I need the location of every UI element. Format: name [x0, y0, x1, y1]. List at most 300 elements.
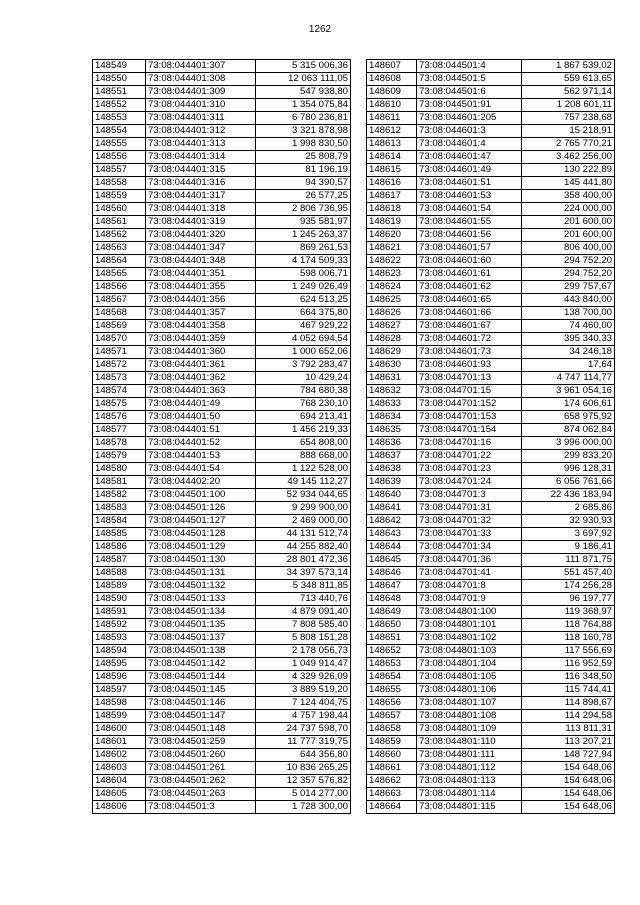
table-row — [367, 307, 615, 320]
cadastral-number-cell: 73:08:044401:358 — [146, 320, 256, 333]
table-row — [367, 86, 615, 99]
table-row — [367, 723, 615, 736]
table-row — [93, 801, 351, 814]
table-row — [93, 619, 351, 632]
value-cell: 2 765 770,21 — [522, 138, 615, 151]
table-row — [93, 450, 351, 463]
value-cell: 598 006,71 — [256, 268, 351, 281]
row-number-cell: 148606 — [93, 801, 146, 814]
value-cell: 299 757,67 — [522, 281, 615, 294]
table-row — [367, 281, 615, 294]
value-cell: 115 744,41 — [522, 684, 615, 697]
value-cell: 94 390,57 — [256, 177, 351, 190]
value-cell: 3 889 519,20 — [256, 684, 351, 697]
row-number-cell: 148611 — [367, 112, 417, 125]
value-cell: 25 808,79 — [256, 151, 351, 164]
value-cell: 467 929,22 — [256, 320, 351, 333]
table-row — [367, 684, 615, 697]
value-cell: 154 648,06 — [522, 788, 615, 801]
table-row — [367, 294, 615, 307]
value-cell: 52 934 044,65 — [256, 489, 351, 502]
table-row — [367, 619, 615, 632]
table-row — [93, 268, 351, 281]
value-cell: 654 808,00 — [256, 437, 351, 450]
row-number-cell: 148592 — [93, 619, 146, 632]
table-row — [367, 125, 615, 138]
table-row — [367, 749, 615, 762]
table-row — [93, 736, 351, 749]
row-number-cell: 148588 — [93, 567, 146, 580]
table-row — [93, 86, 351, 99]
value-cell: 5 808 151,28 — [256, 632, 351, 645]
row-number-cell: 148655 — [367, 684, 417, 697]
row-number-cell: 148591 — [93, 606, 146, 619]
value-cell: 44 255 882,40 — [256, 541, 351, 554]
row-number-cell: 148662 — [367, 775, 417, 788]
row-number-cell: 148651 — [367, 632, 417, 645]
row-number-cell: 148579 — [93, 450, 146, 463]
value-cell: 74 460,00 — [522, 320, 615, 333]
table-row — [367, 502, 615, 515]
value-cell: 12 357 576,82 — [256, 775, 351, 788]
table-row — [367, 476, 615, 489]
row-number-cell: 148620 — [367, 229, 417, 242]
value-cell: 11 777 319,75 — [256, 736, 351, 749]
row-number-cell: 148598 — [93, 697, 146, 710]
row-number-cell: 148607 — [367, 60, 417, 73]
value-cell: 3 321 878,98 — [256, 125, 351, 138]
row-number-cell: 148648 — [367, 593, 417, 606]
row-number-cell: 148581 — [93, 476, 146, 489]
cadastral-number-cell: 73:08:044601:205 — [417, 112, 522, 125]
value-cell: 118 764,88 — [522, 619, 615, 632]
cadastral-number-cell: 73:08:044501:100 — [146, 489, 256, 502]
value-cell: 624 513,25 — [256, 294, 351, 307]
cadastral-number-cell: 73:08:044501:5 — [417, 73, 522, 86]
row-number-cell: 148550 — [93, 73, 146, 86]
value-cell: 114 294,58 — [522, 710, 615, 723]
row-number-cell: 148601 — [93, 736, 146, 749]
row-number-cell: 148568 — [93, 307, 146, 320]
row-number-cell: 148595 — [93, 658, 146, 671]
value-cell: 174 606,61 — [522, 398, 615, 411]
row-number-cell: 148554 — [93, 125, 146, 138]
row-number-cell: 148622 — [367, 255, 417, 268]
row-number-cell: 148605 — [93, 788, 146, 801]
cadastral-number-cell: 73:08:044701:32 — [417, 515, 522, 528]
value-cell: 116 952,59 — [522, 658, 615, 671]
value-cell: 664 375,80 — [256, 307, 351, 320]
table-row — [93, 723, 351, 736]
cadastral-number-cell: 73:08:044401:311 — [146, 112, 256, 125]
table-row — [93, 242, 351, 255]
value-cell: 3 792 283,47 — [256, 359, 351, 372]
row-number-cell: 148615 — [367, 164, 417, 177]
table-row — [367, 541, 615, 554]
value-cell: 34 397 573,14 — [256, 567, 351, 580]
cadastral-number-cell: 73:08:044501:127 — [146, 515, 256, 528]
value-cell: 4 052 694,54 — [256, 333, 351, 346]
table-row — [367, 593, 615, 606]
cadastral-number-cell: 73:08:044601:51 — [417, 177, 522, 190]
row-number-cell: 148659 — [367, 736, 417, 749]
value-cell: 1 728 300,00 — [256, 801, 351, 814]
table-row — [367, 671, 615, 684]
cadastral-number-cell: 73:08:044801:107 — [417, 697, 522, 710]
value-cell: 145 441,80 — [522, 177, 615, 190]
table-row — [367, 372, 615, 385]
cadastral-number-cell: 73:08:044601:4 — [417, 138, 522, 151]
row-number-cell: 148621 — [367, 242, 417, 255]
cadastral-number-cell: 73:08:044501:259 — [146, 736, 256, 749]
cadastral-number-cell: 73:08:044401:313 — [146, 138, 256, 151]
cadastral-number-cell: 73:08:044401:49 — [146, 398, 256, 411]
table-row — [367, 606, 615, 619]
value-cell: 1 456 219,33 — [256, 424, 351, 437]
cadastral-number-cell: 73:08:044401:360 — [146, 346, 256, 359]
table-row — [93, 671, 351, 684]
row-number-cell: 148571 — [93, 346, 146, 359]
row-number-cell: 148643 — [367, 528, 417, 541]
value-cell: 358 400,00 — [522, 190, 615, 203]
row-number-cell: 148614 — [367, 151, 417, 164]
row-number-cell: 148584 — [93, 515, 146, 528]
row-number-cell: 148565 — [93, 268, 146, 281]
value-cell: 551 457,40 — [522, 567, 615, 580]
value-cell: 869 261,53 — [256, 242, 351, 255]
row-number-cell: 148638 — [367, 463, 417, 476]
table-row — [367, 216, 615, 229]
row-number-cell: 148563 — [93, 242, 146, 255]
table-row — [367, 242, 615, 255]
cadastral-number-cell: 73:08:044601:61 — [417, 268, 522, 281]
row-number-cell: 148602 — [93, 749, 146, 762]
value-cell: 174 256,28 — [522, 580, 615, 593]
value-cell: 111 871,75 — [522, 554, 615, 567]
cadastral-number-cell: 73:08:044501:128 — [146, 528, 256, 541]
row-number-cell: 148658 — [367, 723, 417, 736]
table-row — [367, 359, 615, 372]
value-cell: 10 429,24 — [256, 372, 351, 385]
table-row — [367, 489, 615, 502]
value-cell: 294 752,20 — [522, 255, 615, 268]
value-cell: 96 197,77 — [522, 593, 615, 606]
value-cell: 130 222,89 — [522, 164, 615, 177]
value-cell: 1 867 539,02 — [522, 60, 615, 73]
table-row — [367, 645, 615, 658]
cadastral-number-cell: 73:08:044701:154 — [417, 424, 522, 437]
cadastral-number-cell: 73:08:044801:110 — [417, 736, 522, 749]
cadastral-number-cell: 73:08:044701:31 — [417, 502, 522, 515]
table-row — [93, 112, 351, 125]
cadastral-number-cell: 73:08:044401:308 — [146, 73, 256, 86]
value-cell: 562 971,14 — [522, 86, 615, 99]
row-number-cell: 148637 — [367, 450, 417, 463]
value-cell: 4 174 509,33 — [256, 255, 351, 268]
cadastral-number-cell: 73:08:044501:263 — [146, 788, 256, 801]
table-row — [93, 294, 351, 307]
cadastral-number-cell: 73:08:044601:60 — [417, 255, 522, 268]
table-row — [367, 190, 615, 203]
row-number-cell: 148642 — [367, 515, 417, 528]
value-cell: 201 600,00 — [522, 216, 615, 229]
value-cell: 224 000,00 — [522, 203, 615, 216]
table-row — [367, 437, 615, 450]
cadastral-number-cell: 73:08:044501:147 — [146, 710, 256, 723]
cadastral-number-cell: 73:08:044801:112 — [417, 762, 522, 775]
cadastral-number-cell: 73:08:044401:315 — [146, 164, 256, 177]
table-row — [93, 476, 351, 489]
cadastral-number-cell: 73:08:044401:355 — [146, 281, 256, 294]
table-row — [93, 645, 351, 658]
row-number-cell: 148652 — [367, 645, 417, 658]
cadastral-number-cell: 73:08:044401:53 — [146, 450, 256, 463]
value-cell: 806 400,00 — [522, 242, 615, 255]
table-row — [93, 372, 351, 385]
table-row — [93, 411, 351, 424]
value-cell: 4 329 926,09 — [256, 671, 351, 684]
value-cell: 24 737 598,70 — [256, 723, 351, 736]
value-cell: 117 556,69 — [522, 645, 615, 658]
table-row — [93, 424, 351, 437]
value-cell: 17,64 — [522, 359, 615, 372]
row-number-cell: 148559 — [93, 190, 146, 203]
row-number-cell: 148660 — [367, 749, 417, 762]
table-row — [93, 710, 351, 723]
row-number-cell: 148582 — [93, 489, 146, 502]
table-row — [93, 125, 351, 138]
table-row — [367, 658, 615, 671]
row-number-cell: 148639 — [367, 476, 417, 489]
row-number-cell: 148574 — [93, 385, 146, 398]
cadastral-number-cell: 73:08:044401:314 — [146, 151, 256, 164]
value-cell: 294 752,20 — [522, 268, 615, 281]
table-row — [367, 346, 615, 359]
cadastral-number-cell: 73:08:044401:54 — [146, 463, 256, 476]
table-row — [367, 151, 615, 164]
table-row — [367, 229, 615, 242]
cadastral-number-cell: 73:08:044701:16 — [417, 437, 522, 450]
cadastral-number-cell: 73:08:044501:91 — [417, 99, 522, 112]
cadastral-number-cell: 73:08:044501:129 — [146, 541, 256, 554]
table-row — [367, 255, 615, 268]
cadastral-number-cell: 73:08:044801:109 — [417, 723, 522, 736]
row-number-cell: 148654 — [367, 671, 417, 684]
row-number-cell: 148603 — [93, 762, 146, 775]
value-cell: 28 801 472,36 — [256, 554, 351, 567]
value-cell: 9 299 900,00 — [256, 502, 351, 515]
table-row — [367, 450, 615, 463]
table-row — [93, 281, 351, 294]
table-row — [93, 255, 351, 268]
value-cell: 4 757 198,44 — [256, 710, 351, 723]
cadastral-number-cell: 73:08:044401:51 — [146, 424, 256, 437]
value-cell: 32 930,93 — [522, 515, 615, 528]
cadastral-number-cell: 73:08:044801:104 — [417, 658, 522, 671]
value-cell: 49 145 112,27 — [256, 476, 351, 489]
row-number-cell: 148552 — [93, 99, 146, 112]
table-row — [93, 606, 351, 619]
cadastral-number-cell: 73:08:044801:114 — [417, 788, 522, 801]
row-number-cell: 148604 — [93, 775, 146, 788]
row-number-cell: 148612 — [367, 125, 417, 138]
cadastral-number-cell: 73:08:044801:105 — [417, 671, 522, 684]
value-cell: 114 898,67 — [522, 697, 615, 710]
cadastral-number-cell: 73:08:044701:34 — [417, 541, 522, 554]
cadastral-number-cell: 73:08:044401:307 — [146, 60, 256, 73]
cadastral-number-cell: 73:08:044601:3 — [417, 125, 522, 138]
value-cell: 644 356,80 — [256, 749, 351, 762]
row-number-cell: 148585 — [93, 528, 146, 541]
value-cell: 4 879 091,40 — [256, 606, 351, 619]
value-cell: 3 697,92 — [522, 528, 615, 541]
cadastral-number-cell: 73:08:044601:65 — [417, 294, 522, 307]
value-cell: 6 780 236,81 — [256, 112, 351, 125]
cadastral-number-cell: 73:08:044701:33 — [417, 528, 522, 541]
table-row — [367, 398, 615, 411]
cadastral-number-cell: 73:08:044401:357 — [146, 307, 256, 320]
cadastral-number-cell: 73:08:044601:93 — [417, 359, 522, 372]
table-row — [367, 463, 615, 476]
value-cell: 116 348,50 — [522, 671, 615, 684]
table-row — [93, 632, 351, 645]
value-cell: 3 961 054,16 — [522, 385, 615, 398]
value-cell: 118 160,78 — [522, 632, 615, 645]
cadastral-number-cell: 73:08:044701:13 — [417, 372, 522, 385]
value-cell: 299 833,20 — [522, 450, 615, 463]
value-cell: 7 808 585,40 — [256, 619, 351, 632]
value-cell: 6 056 761,66 — [522, 476, 615, 489]
table-row — [367, 580, 615, 593]
row-number-cell: 148627 — [367, 320, 417, 333]
value-cell: 1 249 026,49 — [256, 281, 351, 294]
row-number-cell: 148596 — [93, 671, 146, 684]
row-number-cell: 148549 — [93, 60, 146, 73]
cadastral-number-cell: 73:08:044801:108 — [417, 710, 522, 723]
value-cell: 2 469 000,00 — [256, 515, 351, 528]
cadastral-table-left — [92, 59, 351, 814]
cadastral-number-cell: 73:08:044401:317 — [146, 190, 256, 203]
value-cell: 113 811,31 — [522, 723, 615, 736]
table-row — [93, 359, 351, 372]
row-number-cell: 148635 — [367, 424, 417, 437]
row-number-cell: 148609 — [367, 86, 417, 99]
value-cell: 395 340,33 — [522, 333, 615, 346]
table-row — [367, 138, 615, 151]
value-cell: 148 727,94 — [522, 749, 615, 762]
value-cell: 15 218,91 — [522, 125, 615, 138]
row-number-cell: 148641 — [367, 502, 417, 515]
cadastral-number-cell: 73:08:044501:261 — [146, 762, 256, 775]
value-cell: 2 178 056,73 — [256, 645, 351, 658]
row-number-cell: 148633 — [367, 398, 417, 411]
value-cell: 201 600,00 — [522, 229, 615, 242]
value-cell: 658 975,92 — [522, 411, 615, 424]
cadastral-number-cell: 73:08:044501:138 — [146, 645, 256, 658]
cadastral-number-cell: 73:08:044401:362 — [146, 372, 256, 385]
value-cell: 935 581,97 — [256, 216, 351, 229]
row-number-cell: 148644 — [367, 541, 417, 554]
table-row — [367, 164, 615, 177]
table-row — [367, 203, 615, 216]
cadastral-number-cell: 73:08:044601:67 — [417, 320, 522, 333]
row-number-cell: 148560 — [93, 203, 146, 216]
cadastral-number-cell: 73:08:044501:146 — [146, 697, 256, 710]
table-row — [93, 138, 351, 151]
row-number-cell: 148626 — [367, 307, 417, 320]
cadastral-number-cell: 73:08:044701:24 — [417, 476, 522, 489]
row-number-cell: 148653 — [367, 658, 417, 671]
value-cell: 2 685,86 — [522, 502, 615, 515]
row-number-cell: 148608 — [367, 73, 417, 86]
cadastral-number-cell: 73:08:044501:4 — [417, 60, 522, 73]
value-cell: 7 124 404,75 — [256, 697, 351, 710]
table-row — [367, 775, 615, 788]
cadastral-number-cell: 73:08:044401:52 — [146, 437, 256, 450]
cadastral-number-cell: 73:08:044601:56 — [417, 229, 522, 242]
table-row — [93, 398, 351, 411]
cadastral-number-cell: 73:08:044701:152 — [417, 398, 522, 411]
value-cell: 113 207,21 — [522, 736, 615, 749]
row-number-cell: 148629 — [367, 346, 417, 359]
table-row — [367, 528, 615, 541]
table-row — [93, 73, 351, 86]
value-cell: 784 680,38 — [256, 385, 351, 398]
page-number: 1262 — [308, 24, 332, 35]
value-cell: 713 440,76 — [256, 593, 351, 606]
cadastral-number-cell: 73:08:044801:102 — [417, 632, 522, 645]
cadastral-number-cell: 73:08:044601:72 — [417, 333, 522, 346]
cadastral-number-cell: 73:08:044501:3 — [146, 801, 256, 814]
cadastral-number-cell: 73:08:044401:363 — [146, 385, 256, 398]
row-number-cell: 148646 — [367, 567, 417, 580]
value-cell: 154 648,06 — [522, 762, 615, 775]
row-number-cell: 148594 — [93, 645, 146, 658]
cadastral-number-cell: 73:08:044801:115 — [417, 801, 522, 814]
row-number-cell: 148645 — [367, 554, 417, 567]
table-row — [93, 593, 351, 606]
cadastral-number-cell: 73:08:044401:318 — [146, 203, 256, 216]
table-row — [93, 684, 351, 697]
value-cell: 2 806 736,95 — [256, 203, 351, 216]
table-row — [93, 229, 351, 242]
table-row — [367, 567, 615, 580]
table-row — [93, 515, 351, 528]
cadastral-number-cell: 73:08:044601:53 — [417, 190, 522, 203]
table-row — [93, 775, 351, 788]
row-number-cell: 148580 — [93, 463, 146, 476]
row-number-cell: 148553 — [93, 112, 146, 125]
cadastral-number-cell: 73:08:044701:22 — [417, 450, 522, 463]
row-number-cell: 148557 — [93, 164, 146, 177]
row-number-cell: 148625 — [367, 294, 417, 307]
row-number-cell: 148649 — [367, 606, 417, 619]
cadastral-number-cell: 73:08:044701:15 — [417, 385, 522, 398]
cadastral-number-cell: 73:08:044501:262 — [146, 775, 256, 788]
table-row — [93, 788, 351, 801]
table-row — [93, 502, 351, 515]
row-number-cell: 148663 — [367, 788, 417, 801]
row-number-cell: 148573 — [93, 372, 146, 385]
row-number-cell: 148623 — [367, 268, 417, 281]
cadastral-number-cell: 73:08:044401:50 — [146, 411, 256, 424]
cadastral-number-cell: 73:08:044701:8 — [417, 580, 522, 593]
value-cell: 4 747 114,77 — [522, 372, 615, 385]
cadastral-number-cell: 73:08:044401:347 — [146, 242, 256, 255]
value-cell: 768 230,10 — [256, 398, 351, 411]
row-number-cell: 148619 — [367, 216, 417, 229]
cadastral-number-cell: 73:08:044401:312 — [146, 125, 256, 138]
